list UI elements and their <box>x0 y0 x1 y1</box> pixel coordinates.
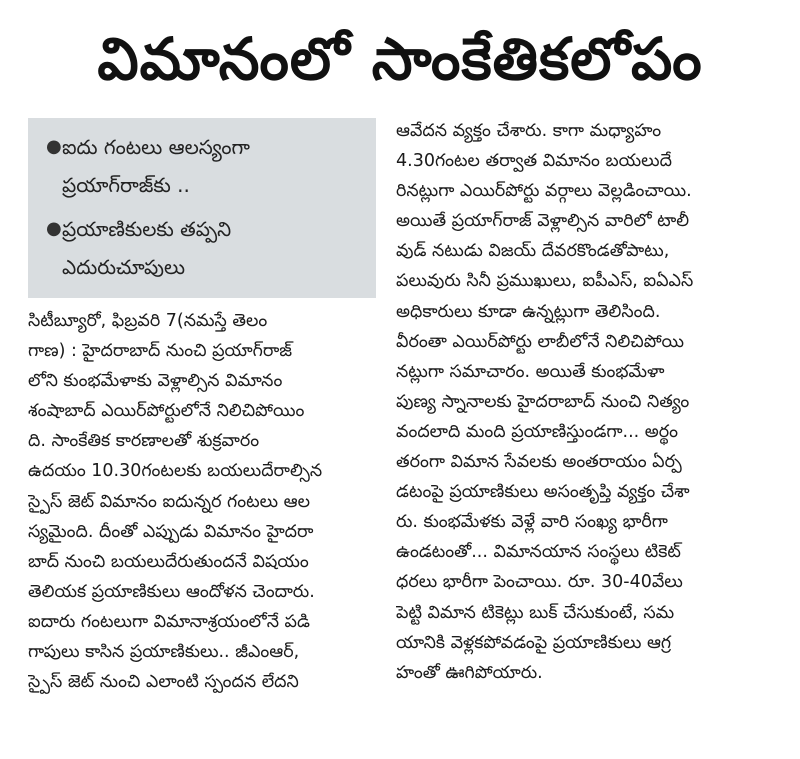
article-line: శంషాబాద్ ఎయిర్‌పోర్టులోనే నిలిచిపోయిం <box>28 401 305 422</box>
left-column <box>28 306 382 697</box>
article-line: పెట్టి విమాన టికెట్లు బుక్ చేసుకుంటే, సమ <box>396 602 675 623</box>
article-line: రినట్లుగా ఎయిర్‌పోర్టు వర్గాలు వెల్లడించాయి. <box>396 181 692 202</box>
headline: విమానంలో సాంకేతికలోపం <box>97 25 703 93</box>
article-line: తరంగా విమాన సేవలకు అంతరాయం ఏర్ప <box>396 452 682 473</box>
highlight-box <box>28 118 376 298</box>
article-line: బాద్ నుంచి బయలుదేరుతుందనే విషయం <box>28 551 309 572</box>
article-line: ది. సాంకేతిక కారణాలతో శుక్రవారం <box>28 431 260 452</box>
article-line: గాపులు కాసిన ప్రయాణికులు.. జీఎంఆర్, <box>28 642 300 663</box>
bullet-icon: ● <box>46 136 62 157</box>
bullet-icon: ● <box>46 218 62 239</box>
article-line: ఐదారు గంటలుగా విమానాశ్రయంలోనే పడి <box>28 611 310 632</box>
article-line: ఉదయం 10.30గంటలకు బయలుదేరాల్సిన <box>28 461 323 482</box>
article-line: లోని కుంభమేళాకు వెళ్లాల్సిన విమానం <box>28 371 283 392</box>
article-line: వీరంతా ఎయిర్‌పోర్టు లాబీలోనే నిలిచిపోయి <box>396 331 685 352</box>
article-line: ఆవేదన వ్యక్తం చేశారు. కాగా మధ్యాహం <box>396 121 662 141</box>
right-column <box>396 116 758 688</box>
article-line: స్యమైంది. దీంతో ఎప్పుడు విమానం హైదరా <box>28 521 314 542</box>
article-line: స్పైస్ జెట్ విమానం ఐదున్నర గంటలు ఆల <box>28 491 311 512</box>
article-line: 4.30గంటల తర్వాత విమానం బయలుదే <box>396 151 672 172</box>
highlight-item <box>46 128 376 204</box>
article-line: సిటీబ్యూరో, ఫిబ్రవరి 7(నమస్తే తెలం <box>28 311 268 331</box>
highlight-item <box>46 210 376 286</box>
article-line: తెలియక ప్రయాణికులు ఆందోళన చెందారు. <box>28 581 315 602</box>
article-line: అయితే ప్రయాగ్‌రాజ్ వెళ్లాల్సిన వారిలో టాలీ <box>396 211 690 232</box>
article-line: రు. కుంభమేళకు వెళ్లే వారి సంఖ్య భారీగా <box>396 512 668 533</box>
highlight-line: ప్రయాణికులకు తప్పని <box>62 217 232 241</box>
highlight-line: ప్రయాగ్‌రాజ్‌కు .. <box>62 173 190 197</box>
article-line: నట్లుగా సమాచారం. అయితే కుంభమేళా <box>396 361 665 382</box>
article-line: పుణ్య స్నానాలకు హైదరాబాద్ నుంచి నిత్యం <box>396 391 690 412</box>
article-line: స్పైస్ జెట్ నుంచి ఎలాంటి స్పందన లేదని <box>28 672 299 693</box>
article-line: డటంపై ప్రయాణికులు అసంతృప్తి వ్యక్తం చేశా <box>396 482 690 503</box>
highlight-line: ఐదు గంటలు ఆలస్యంగా <box>62 135 250 159</box>
article-line: వుడ్ నటుడు విజయ్ దేవరకొండతోపాటు, <box>396 241 670 262</box>
article-line: గాణ) : హైదరాబాద్ నుంచి ప్రయాగ్‌రాజ్ <box>28 341 293 362</box>
article-line: వందలాది మంది ప్రయాణిస్తుండగా... అర్థం <box>396 421 679 442</box>
article-line: ఉండటంతో... విమానయాన సంస్థలు టికెట్ <box>396 542 681 563</box>
highlight-line: ఎదురుచూపులు <box>62 255 186 279</box>
article-line: అధికారులు కూడా ఉన్నట్లుగా తెలిసింది. <box>396 301 661 322</box>
article-line: యానికి వెళ్లకపోవడంపై ప్రయాణికులు ఆగ్ర <box>396 632 672 653</box>
article-line: ధరలు భారీగా పెంచాయి. రూ. 30-40వేలు <box>396 572 683 593</box>
article-line: హంతో ఊగిపోయారు. <box>396 662 543 683</box>
article-line: పలువురు సినీ ప్రముఖులు, ఐపీఎస్, ఐఏఎస్ <box>396 271 694 292</box>
